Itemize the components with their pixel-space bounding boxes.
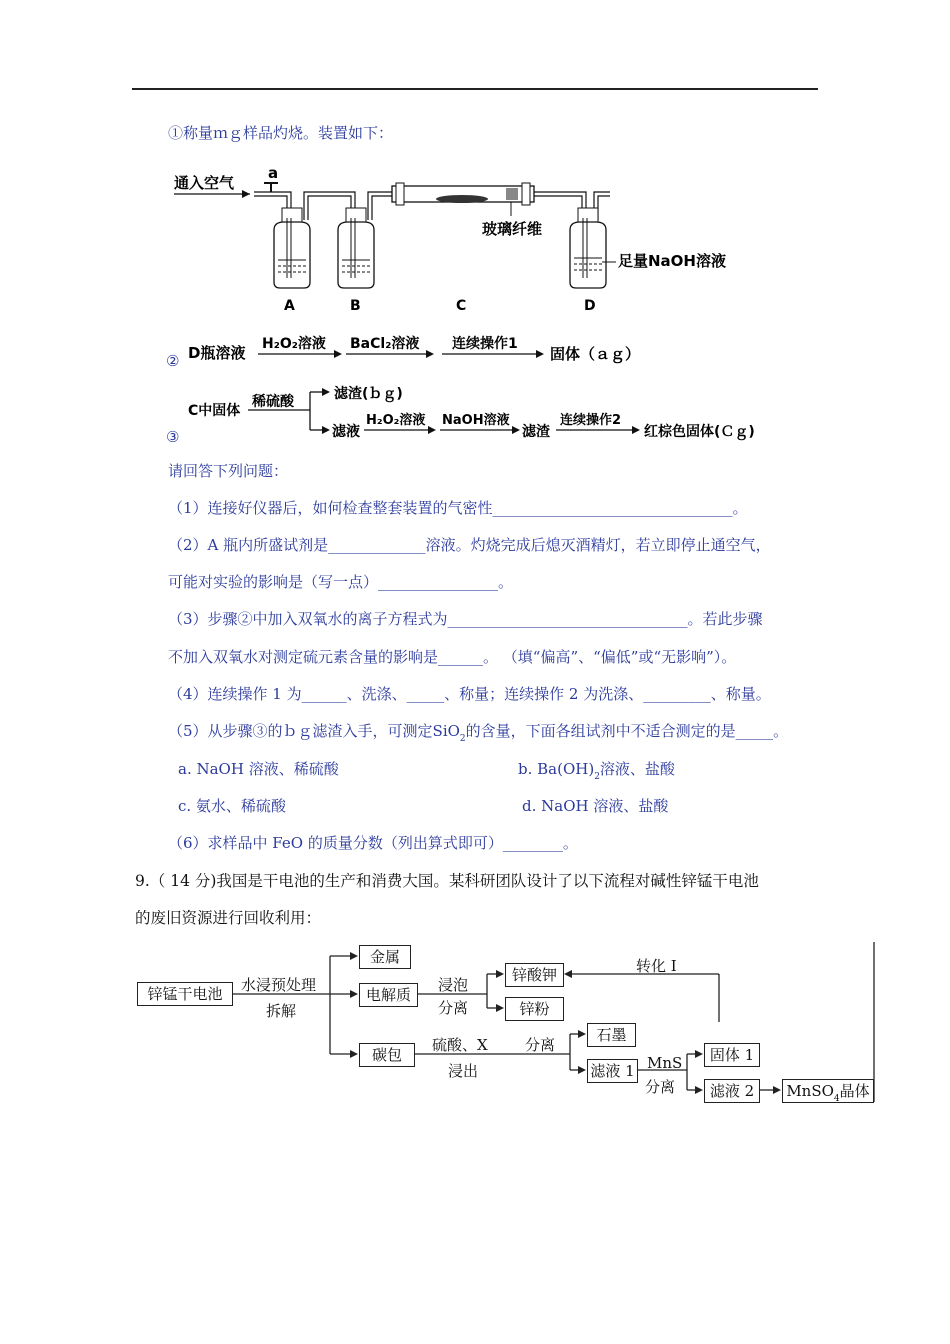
box-battery: 锌锰干电池 bbox=[137, 982, 233, 1006]
label-soak: 浸泡 bbox=[438, 976, 469, 994]
flow3-mid-residue: 滤渣 bbox=[522, 424, 550, 440]
flow3-reagent2: H₂O₂溶液 bbox=[366, 413, 426, 428]
label-mns: MnS bbox=[647, 1054, 683, 1072]
flow3-num: ③ bbox=[166, 428, 180, 446]
label-acid: 硫酸、X bbox=[432, 1036, 488, 1054]
box-graphite: 石墨 bbox=[587, 1023, 636, 1047]
flow2-reagent1: H₂O₂溶液 bbox=[262, 336, 326, 352]
step1-text: ①称量ｍｇ样品灼烧。装置如下： bbox=[168, 124, 394, 142]
box-mnso4-crystal: MnSO$_4$晶体 bbox=[782, 1079, 874, 1103]
flow2-num: ② bbox=[166, 352, 180, 370]
box-carbon-pack: 碳包 bbox=[359, 1043, 415, 1067]
flow-step3 bbox=[166, 378, 786, 450]
question-3-line1: （3）步骤②中加入双氧水的离子方程式为________________________________。若此步骤 bbox=[168, 610, 763, 628]
flow2-reagent2: BaCl₂溶液 bbox=[350, 336, 420, 352]
box-metal: 金属 bbox=[359, 945, 411, 969]
flow3-residue-b: 滤渣(ｂｇ) bbox=[334, 386, 403, 402]
label-leach: 浸出 bbox=[448, 1062, 479, 1080]
bottle-d bbox=[570, 208, 616, 288]
combustion-tube-c bbox=[392, 183, 534, 216]
flow3-reagent3: NaOH溶液 bbox=[442, 413, 510, 428]
label-b: B bbox=[350, 298, 361, 314]
naoh-label: 足量NaOH溶液 bbox=[618, 252, 726, 270]
box-electrolyte: 电解质 bbox=[359, 983, 418, 1007]
box-filtrate2: 滤液 2 bbox=[704, 1079, 760, 1103]
flow-step2 bbox=[166, 330, 646, 372]
option-d: d. NaOH 溶液、盐酸 bbox=[522, 797, 669, 815]
apparatus-diagram bbox=[170, 158, 750, 318]
label-separate1: 分离 bbox=[438, 999, 469, 1017]
label-dismantle: 拆解 bbox=[266, 1002, 297, 1020]
air-in-label: 通入空气 bbox=[174, 174, 235, 192]
question-1: （1）连接好仪器后，如何检查整套装置的气密性________________________________。 bbox=[168, 499, 748, 517]
question-2-line2: 可能对实验的影响是（写一点）________________。 bbox=[168, 573, 514, 591]
question-3-line2: 不加入双氧水对测定硫元素含量的影响是______。 （填“偏高”、“偏低”或“无影响”）。 bbox=[168, 648, 737, 666]
question-4: （4）连续操作 1 为______、洗涤、_____、称量；连续操作 2 为洗涤、_________、称量。 bbox=[168, 685, 771, 703]
questions-intro: 请回答下列问题： bbox=[168, 462, 289, 480]
label-convert-i: 转化 I bbox=[636, 957, 677, 975]
flow3-start: C中固体 bbox=[188, 403, 241, 419]
problem9-line1: 9.（ 14 分)我国是干电池的生产和消费大国。某科研团队设计了以下流程对碱性锌锰干电池 bbox=[135, 872, 759, 890]
label-pretreat: 水浸预处理 bbox=[241, 976, 317, 994]
flow2-op1: 连续操作1 bbox=[452, 336, 518, 352]
option-a: a. NaOH 溶液、稀硫酸 bbox=[178, 760, 339, 778]
flow3-filtrate: 滤液 bbox=[332, 424, 360, 440]
flow2-start: D瓶溶液 bbox=[188, 344, 246, 362]
box-filtrate1: 滤液 1 bbox=[587, 1059, 638, 1083]
option-c: c. 氨水、稀硫酸 bbox=[178, 797, 286, 815]
flow3-reagent1: 稀硫酸 bbox=[252, 394, 294, 410]
valve-label: a bbox=[268, 164, 279, 182]
question-2-line1: （2）A 瓶内所盛试剂是_____________溶液。灼烧完成后熄灭酒精灯，若立即停止通空气， bbox=[168, 536, 771, 554]
header-rule bbox=[132, 88, 818, 90]
flow3-op2: 连续操作2 bbox=[560, 413, 622, 428]
option-b: b. $Ba(OH)_2$溶液、盐酸 bbox=[518, 760, 675, 782]
label-d: D bbox=[584, 298, 596, 314]
label-separate2: 分离 bbox=[525, 1036, 556, 1054]
box-solid1: 固体 1 bbox=[704, 1043, 760, 1067]
question-5: （5）从步骤③的ｂｇ滤渣入手，可测定SiO$_2$的含量，下面各组试剂中不适合测定的是_____。 bbox=[168, 722, 789, 744]
label-separate3: 分离 bbox=[645, 1078, 676, 1096]
box-zinc-powder: 锌粉 bbox=[505, 997, 564, 1021]
glass-fiber-label: 玻璃纤维 bbox=[482, 220, 543, 238]
label-a: A bbox=[284, 298, 295, 314]
label-c: C bbox=[456, 298, 467, 314]
box-potassium-zincate: 锌酸钾 bbox=[505, 963, 564, 987]
question-6: （6）求样品中 FeO 的质量分数（列出算式即可）________。 bbox=[168, 834, 578, 852]
flow3-end: 红棕色固体(Ｃｇ) bbox=[644, 424, 755, 440]
problem9-line2: 的废旧资源进行回收利用： bbox=[135, 909, 322, 927]
flow2-end: 固体（ａｇ） bbox=[550, 345, 641, 363]
